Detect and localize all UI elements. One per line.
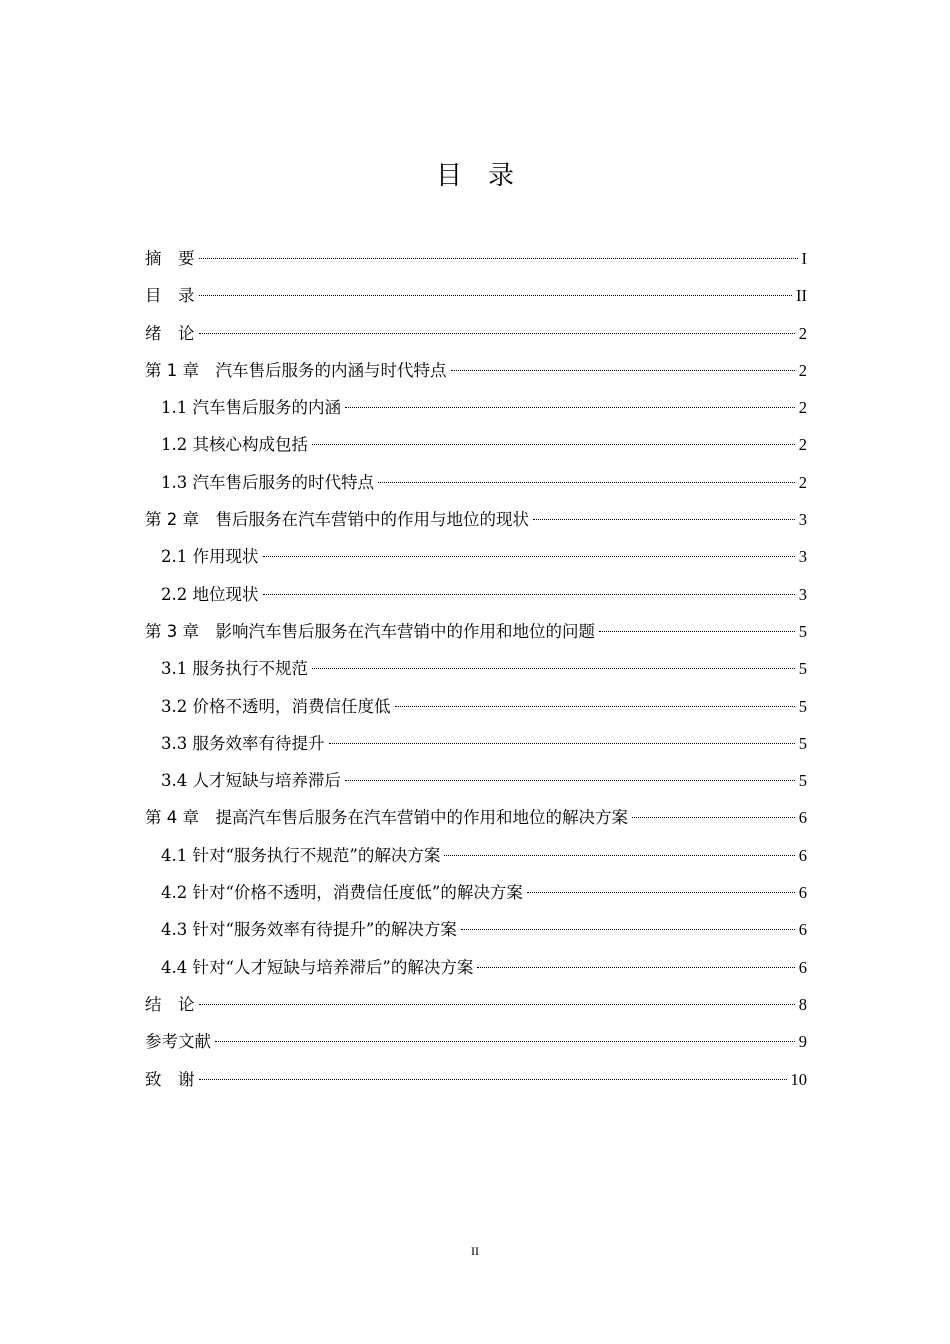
toc-entry-page: 9: [798, 1032, 807, 1052]
toc-entry-label: 绪 论: [145, 323, 195, 343]
toc-dot-leader: [533, 519, 795, 520]
toc-entry-page: I: [801, 249, 807, 268]
toc-entry-section-3-4[interactable]: [145, 762, 807, 799]
toc-entry-label: 4.1 针对“服务执行不规范”的解决方案: [161, 845, 441, 865]
toc-dot-leader: [199, 333, 795, 334]
toc-entry-label: 参考文献: [145, 1032, 211, 1052]
toc-entry-label: 1.1 汽车售后服务的内涵: [161, 398, 341, 418]
toc-dot-leader: [329, 743, 795, 744]
toc-dot-leader: [199, 258, 798, 259]
toc-entry-page: II: [796, 286, 807, 306]
toc-dot-leader: [345, 407, 795, 408]
toc-entry-section-4-3[interactable]: [145, 911, 807, 948]
toc-entry-page: 6: [798, 883, 807, 903]
toc-entry-page: 5: [798, 621, 807, 641]
toc-entry-page: 5: [798, 696, 807, 716]
toc-entry-page: 6: [798, 808, 807, 828]
toc-dot-leader: [395, 706, 795, 707]
toc-entry-page: 6: [798, 845, 807, 865]
toc-entry-page: 5: [798, 733, 807, 753]
toc-entry-chapter-2[interactable]: [145, 501, 807, 538]
toc-entry-page: 10: [790, 1069, 807, 1089]
toc-entry-section-1-2[interactable]: [145, 426, 807, 463]
toc-entry-chapter-3[interactable]: [145, 613, 807, 650]
toc-dot-leader: [599, 631, 795, 632]
toc-entry-section-3-1[interactable]: [145, 650, 807, 687]
toc-entry-introduction[interactable]: [145, 315, 807, 352]
toc-entry-page: 5: [798, 659, 807, 679]
toc-entry-label: 4.2 针对“价格不透明，消费信任度低”的解决方案: [161, 883, 523, 903]
toc-entry-page: 2: [798, 472, 807, 492]
toc-entry-label: 3.2 价格不透明，消费信任度低: [161, 696, 391, 716]
toc-dot-leader: [378, 482, 795, 483]
toc-entry-section-2-1[interactable]: [145, 538, 807, 575]
page-number: II: [471, 1244, 479, 1258]
toc-entry-section-3-3[interactable]: [145, 725, 807, 762]
toc-dot-leader: [632, 817, 795, 818]
toc-entry-page: 3: [798, 584, 807, 604]
toc-entry-label: 3.1 服务执行不规范: [161, 659, 308, 679]
toc-entry-label: 3.4 人才短缺与培养滞后: [161, 771, 341, 791]
toc-entry-contents[interactable]: [145, 277, 807, 314]
toc-dot-leader: [527, 892, 795, 893]
toc-dot-leader: [444, 855, 794, 856]
toc-entry-abstract[interactable]: [145, 240, 807, 277]
toc-entry-label: 1.2 其核心构成包括: [161, 435, 308, 455]
toc-entry-section-1-1[interactable]: [145, 389, 807, 426]
toc-dot-leader: [312, 444, 795, 445]
toc-dot-leader: [461, 929, 795, 930]
toc-entry-page: 2: [798, 435, 807, 455]
toc-entry-section-3-2[interactable]: [145, 688, 807, 725]
toc-entry-label: 第 4 章 提高汽车售后服务在汽车营销中的作用和地位的解决方案: [145, 808, 628, 828]
toc-entry-label: 目 录: [145, 286, 195, 306]
toc-dot-leader: [263, 594, 795, 595]
toc-entry-label: 3.3 服务效率有待提升: [161, 733, 325, 753]
toc-entry-label: 1.3 汽车售后服务的时代特点: [161, 472, 374, 492]
toc-entry-label: 2.1 作用现状: [161, 547, 259, 567]
toc-entry-chapter-4[interactable]: [145, 799, 807, 836]
toc-entry-page: 6: [798, 957, 807, 977]
toc-entry-section-4-4[interactable]: [145, 949, 807, 986]
toc-entry-label: 4.4 针对“人才短缺与培养滞后”的解决方案: [161, 957, 474, 977]
toc-dot-leader: [477, 967, 794, 968]
toc-dot-leader: [199, 1004, 795, 1005]
toc-dot-leader: [312, 668, 795, 669]
toc-entry-page: 3: [798, 510, 807, 530]
toc-entry-conclusion[interactable]: [145, 986, 807, 1023]
toc-dot-leader: [215, 1041, 795, 1042]
table-of-contents: [145, 240, 807, 1098]
toc-entry-page: 2: [798, 323, 807, 343]
toc-entry-chapter-1[interactable]: [145, 352, 807, 389]
toc-entry-label: 结 论: [145, 994, 195, 1014]
toc-entry-page: 5: [798, 771, 807, 791]
toc-entry-label: 4.3 针对“服务效率有待提升”的解决方案: [161, 920, 457, 940]
toc-entry-page: 3: [798, 547, 807, 567]
toc-entry-section-4-1[interactable]: [145, 837, 807, 874]
toc-entry-page: 8: [798, 994, 807, 1014]
toc-entry-label: 第 3 章 影响汽车售后服务在汽车营销中的作用和地位的问题: [145, 621, 595, 641]
toc-entry-section-2-2[interactable]: [145, 576, 807, 613]
page-title: 目 录: [435, 161, 514, 191]
toc-dot-leader: [199, 295, 793, 296]
toc-entry-section-4-2[interactable]: [145, 874, 807, 911]
toc-dot-leader: [451, 370, 795, 371]
toc-entry-section-1-3[interactable]: [145, 464, 807, 501]
toc-dot-leader: [263, 556, 795, 557]
toc-entry-label: 第 1 章 汽车售后服务的内涵与时代特点: [145, 360, 447, 380]
toc-entry-page: 2: [798, 398, 807, 418]
toc-dot-leader: [345, 780, 795, 781]
toc-entry-page: 2: [798, 360, 807, 380]
toc-entry-label: 摘 要: [145, 249, 195, 268]
toc-dot-leader: [199, 1079, 787, 1080]
toc-entry-acknowledgements[interactable]: [145, 1061, 807, 1098]
toc-entry-references[interactable]: [145, 1023, 807, 1060]
toc-entry-page: 6: [798, 920, 807, 940]
toc-entry-label: 第 2 章 售后服务在汽车营销中的作用与地位的现状: [145, 510, 529, 530]
toc-entry-label: 致 谢: [145, 1069, 195, 1089]
toc-entry-label: 2.2 地位现状: [161, 584, 259, 604]
